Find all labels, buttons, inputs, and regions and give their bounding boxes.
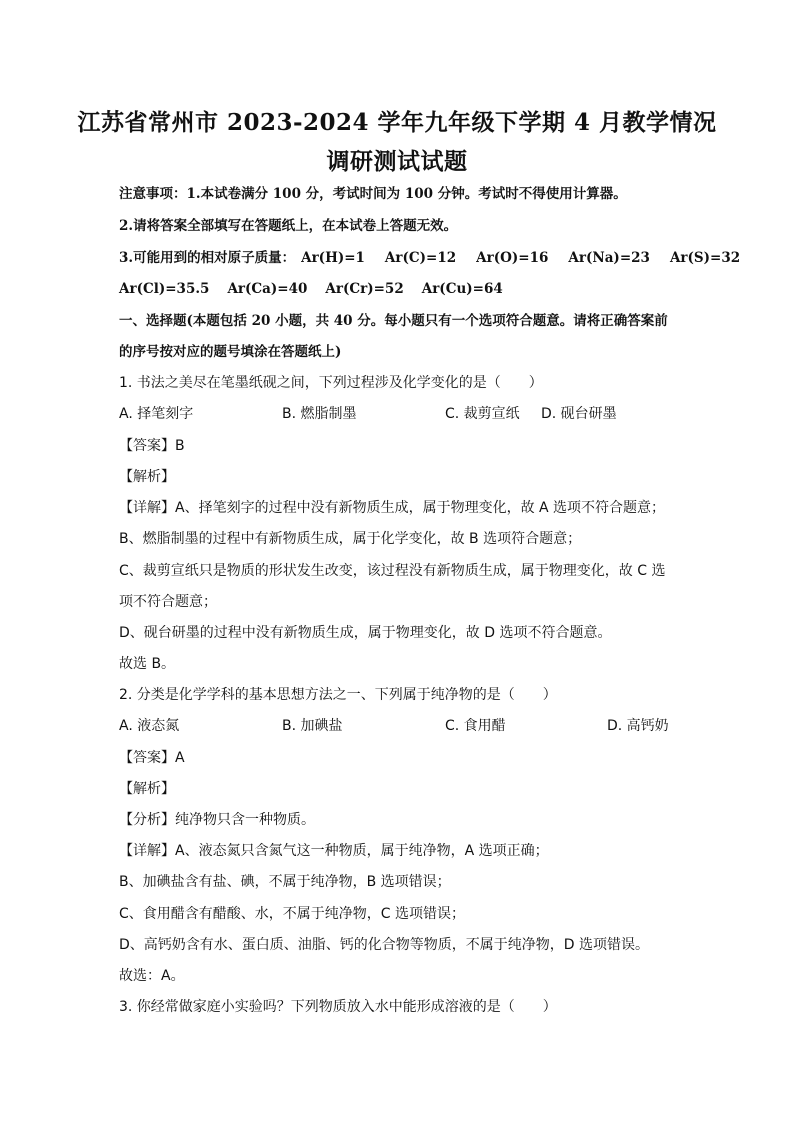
title-line-2: 调研测试试题 — [326, 148, 468, 175]
mass-na: Ar(Na)=23 — [568, 250, 650, 266]
title-line-1: 江苏省常州市 2023-2024 学年九年级下学期 4 月教学情况 — [77, 109, 717, 136]
q1-answer: 【答案】B — [119, 438, 185, 454]
q2-detail-4: D、高钙奶含有水、蛋白质、油脂、钙的化合物等物质，不属于纯净物，D 选项错误。 — [119, 937, 650, 953]
mass-ca: Ar(Ca)=40 — [227, 281, 308, 297]
section-heading-line-1: 一、选择题(本题包括 20 小题，共 40 分。每小题只有一个选项符合题意。请将正确答案前 — [119, 313, 668, 329]
section-heading-line-2: 的序号按对应的题号填涂在答题纸上) — [119, 344, 342, 360]
mass-cl: Ar(Cl)=35.5 — [119, 281, 210, 297]
atomic-masses-row-2 — [119, 279, 503, 299]
q2-option-b: B. 加碘盐 — [282, 718, 343, 734]
q2-option-c: C. 食用醋 — [445, 718, 506, 734]
q1-analysis-label: 【解析】 — [119, 469, 175, 485]
q1-detail-3: C、裁剪宣纸只是物质的形状发生改变，该过程没有新物质生成，属于物理变化，故 C 选 — [119, 563, 666, 579]
q1-option-a: A. 择笔刻字 — [119, 406, 194, 422]
q2-conclusion: 故选：A。 — [119, 968, 185, 984]
q1-option-d: D. 砚台研墨 — [541, 406, 617, 422]
q2-analysis-label: 【解析】 — [119, 781, 175, 797]
mass-cr: Ar(Cr)=52 — [325, 281, 404, 297]
q2-answer: 【答案】A — [119, 750, 185, 766]
note-3-atomic-masses — [119, 248, 740, 268]
mass-h: Ar(H)=1 — [301, 250, 365, 266]
note-1: 注意事项：1.本试卷满分 100 分，考试时间为 100 分钟。考试时不得使用计算器。 — [119, 186, 627, 202]
q2-option-a: A. 液态氮 — [119, 718, 180, 734]
mass-cu: Ar(Cu)=64 — [421, 281, 503, 297]
q2-detail-1: 【详解】A、液态氮只含氮气这一种物质，属于纯净物，A 选项正确； — [119, 843, 549, 859]
q2-fenxi: 【分析】纯净物只含一种物质。 — [119, 812, 315, 828]
note-3-label: 3.可能用到的相对原子质量： — [119, 250, 296, 266]
q1-detail-2: B、燃脂制墨的过程中有新物质生成，属于化学变化，故 B 选项符合题意； — [119, 531, 582, 547]
mass-s: Ar(S)=32 — [669, 250, 741, 266]
q1-detail-5: D、砚台研墨的过程中没有新物质生成，属于物理变化，故 D 选项不符合题意。 — [119, 625, 612, 641]
q2-option-d: D. 高钙奶 — [607, 718, 669, 734]
q2-stem: 2. 分类是化学学科的基本思想方法之一、下列属于纯净物的是（ ） — [119, 687, 557, 703]
q1-detail-1: 【详解】A、择笔刻字的过程中没有新物质生成，属于物理变化，故 A 选项不符合题意； — [119, 500, 666, 516]
q1-option-b: B. 燃脂制墨 — [282, 406, 357, 422]
q2-detail-2: B、加碘盐含有盐、碘，不属于纯净物，B 选项错误； — [119, 874, 451, 890]
q2-detail-3: C、食用醋含有醋酸、水，不属于纯净物，C 选项错误； — [119, 906, 465, 922]
q3-stem: 3. 你经常做家庭小实验吗？下列物质放入水中能形成溶液的是（ ） — [119, 999, 557, 1015]
note-2: 2.请将答案全部填写在答题纸上，在本试卷上答题无效。 — [119, 218, 458, 234]
mass-c: Ar(C)=12 — [384, 250, 457, 266]
q1-detail-4: 项不符合题意； — [119, 594, 217, 610]
q1-stem: 1. 书法之美尽在笔墨纸砚之间，下列过程涉及化学变化的是（ ） — [119, 375, 543, 391]
q1-conclusion: 故选 B。 — [119, 656, 176, 672]
mass-o: Ar(O)=16 — [476, 250, 549, 266]
q1-option-c: C. 裁剪宣纸 — [445, 406, 520, 422]
